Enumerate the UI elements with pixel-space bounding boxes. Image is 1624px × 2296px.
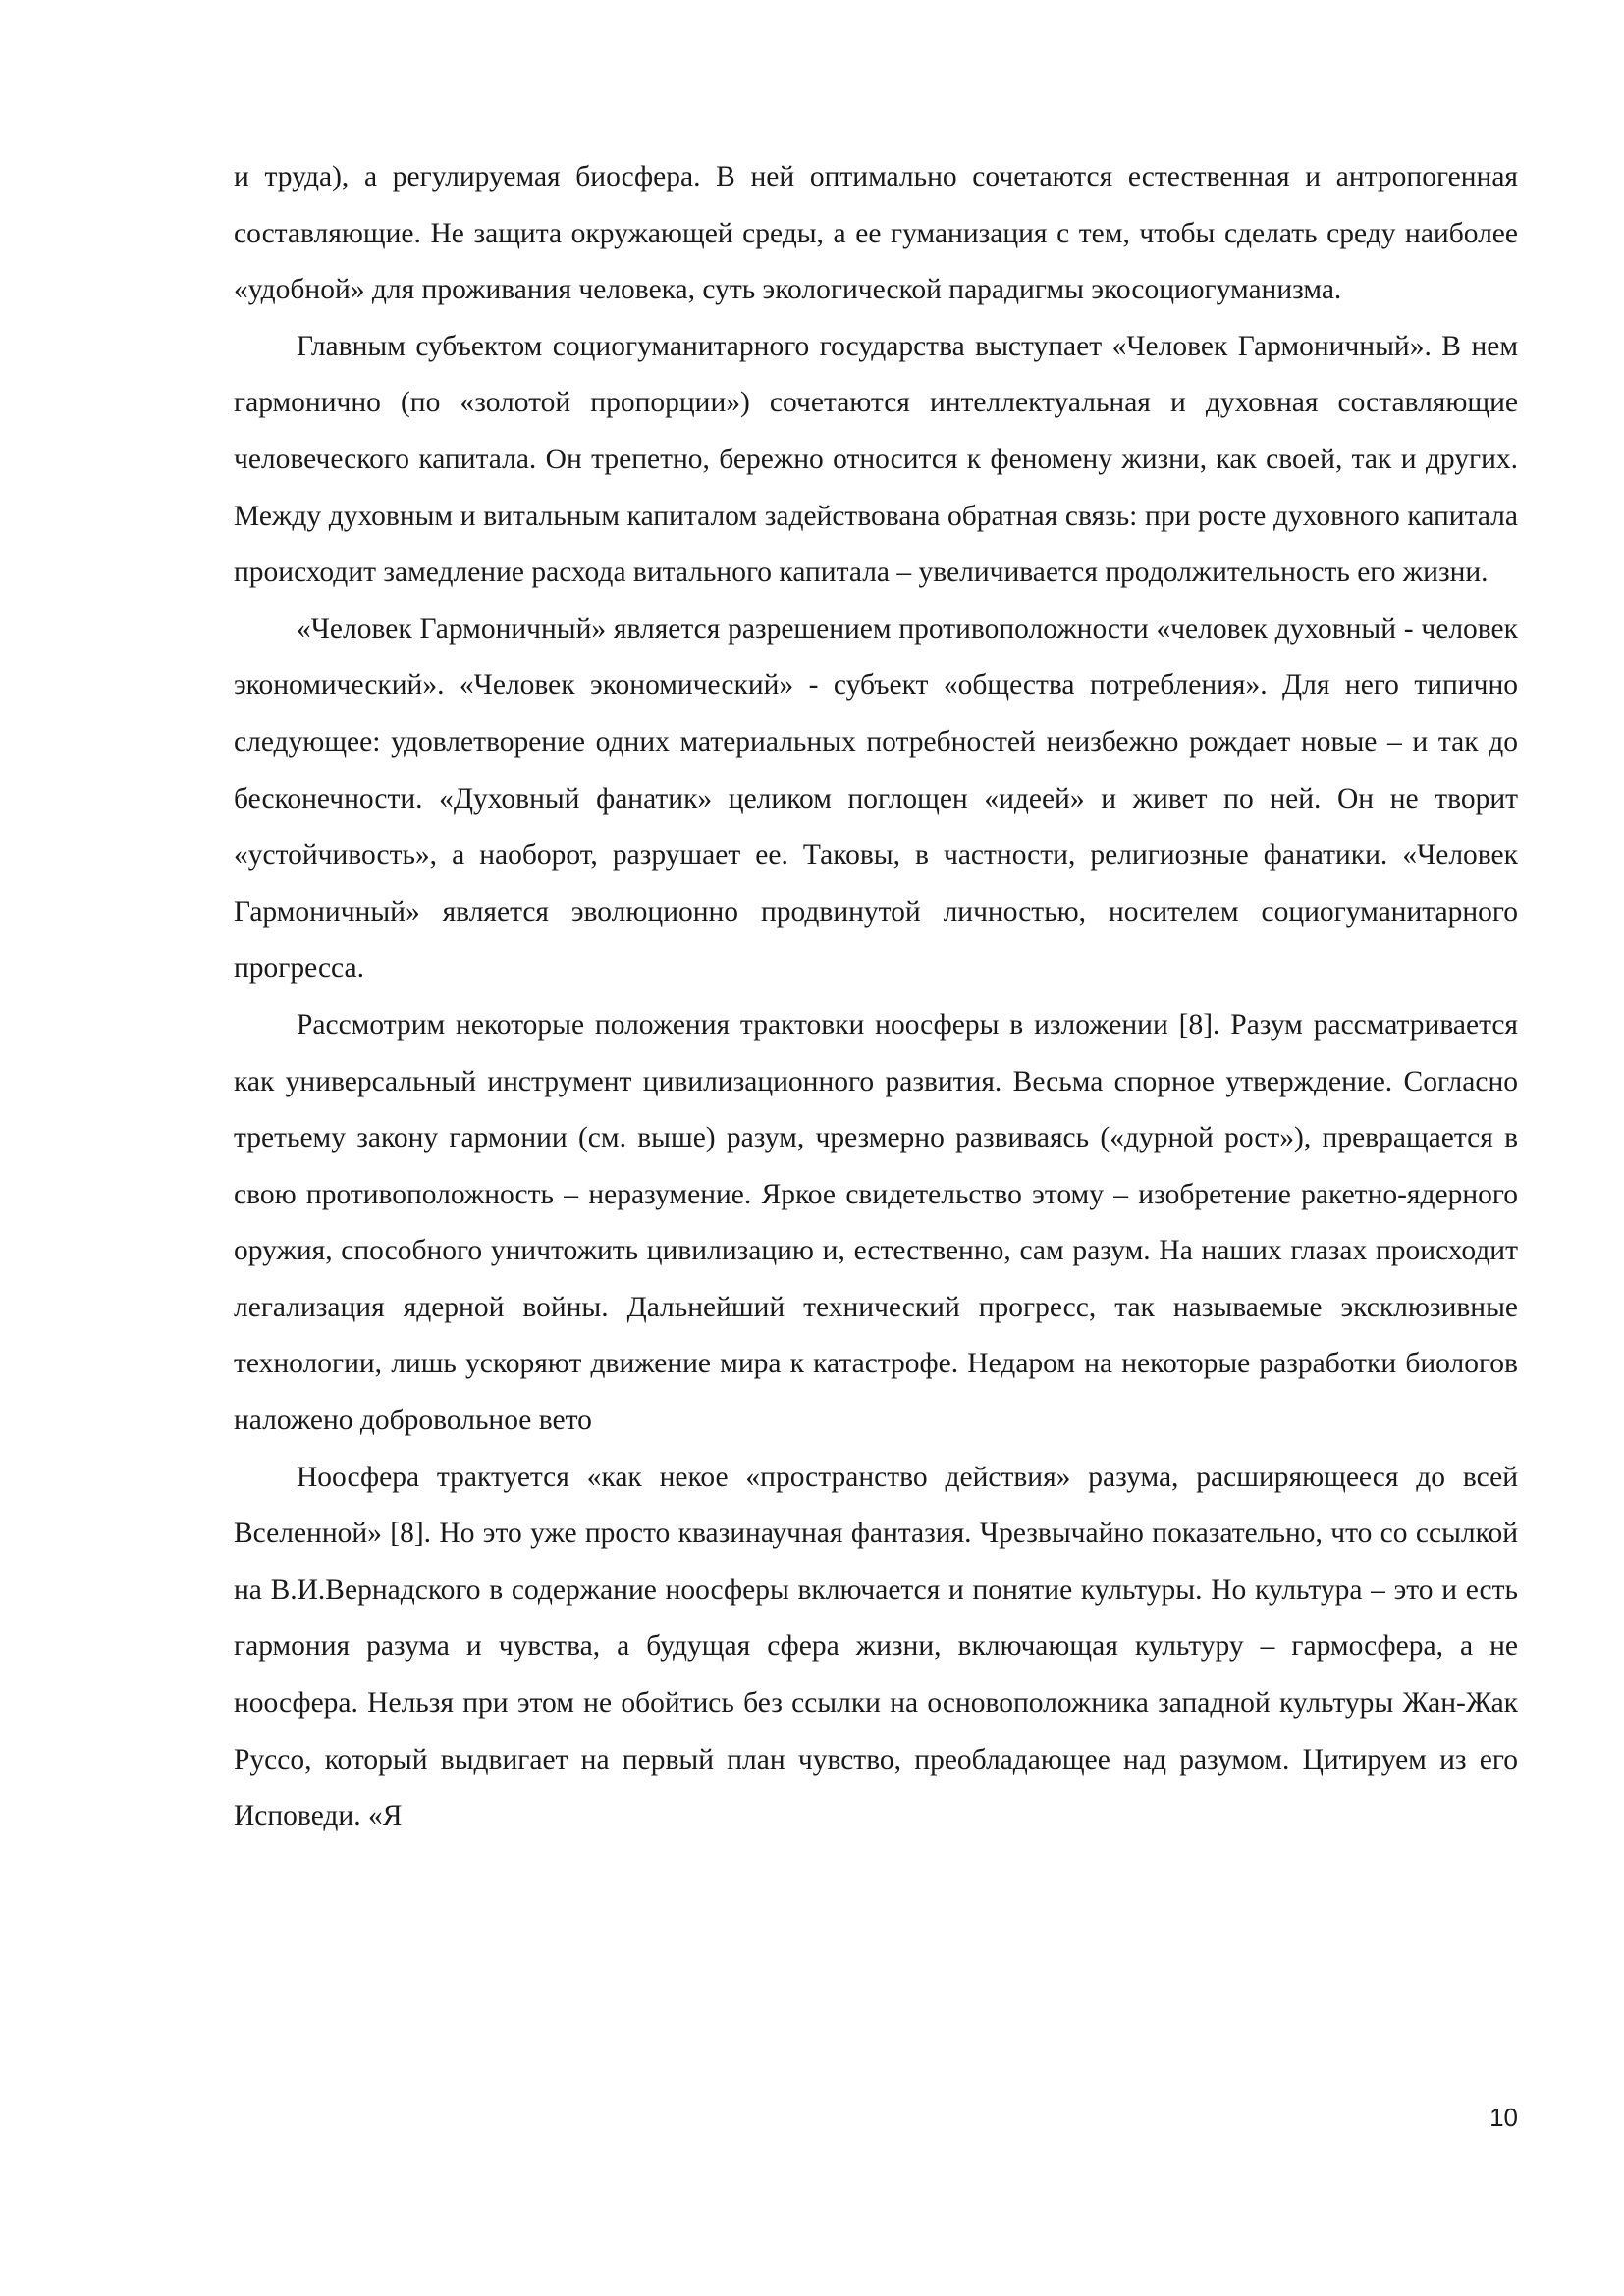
body-text: [234, 149, 1518, 1845]
paragraph: и труда), а регулируемая биосфера. В ней оптимально сочетаются естественная и антропогенная составляющие. Не защита окружающей среды, а ее гуманизация с тем, чтобы сделать среду наиболее «удобной» для проживания человека, суть экологической парадигмы экосоциогуманизма.: [234, 161, 1518, 306]
paragraph: Ноосфера трактуется «как некое «пространство действия» разума, расширяющееся до всей Вселенной» [8]. Но это уже просто квазинаучная фантазия. Чрезвычайно показательно, что со ссылкой на В.И.Вернадского в содержание ноосферы включается и понятие культуры. Но культура – это и есть гармония разума и чувства, а будущая сфера жизни, включающая культуру – гармосфера, а не ноосфера. Нельзя при этом не обойтись без ссылки на основоположника западной культуры Жан-Жак Руссо, который выдвигает на первый план чувство, преобладающее над разумом. Цитируем из его Исповеди. «Я: [234, 1461, 1518, 1833]
page-number: 10: [1489, 2103, 1518, 2132]
paragraph: Главным субъектом социогуманитарного государства выступает «Человек Гармоничный». В нем гармонично (по «золотой пропорции») сочетаются интеллектуальная и духовная составляющие человеческого капитала. Он трепетно, бережно относится к феномену жизни, как своей, так и других. Между духовным и витальным капиталом задействована обратная связь: при росте духовного капитала происходит замедление расхода витального капитала – увеличивается продолжительность его жизни.: [234, 330, 1518, 589]
paragraph: Рассмотрим некоторые положения трактовки ноосферы в изложении [8]. Разум рассматривается как универсальный инструмент цивилизационного развития. Весьма спорное утверждение. Согласно третьему закону гармонии (см. выше) разум, чрезмерно развиваясь («дурной рост»), превращается в свою противоположность – неразумение. Яркое свидетельство этому – изобретение ракетно-ядерного оружия, способного уничтожить цивилизацию и, естественно, сам разум. На наших глазах происходит легализация ядерной войны. Дальнейший технический прогресс, так называемые эксклюзивные технологии, лишь ускоряют движение мира к катастрофе. Недаром на некоторые разработки биологов наложено добровольное вето: [234, 1008, 1518, 1437]
paragraph: «Человек Гармоничный» является разрешением противоположности «человек духовный - человек экономический». «Человек экономический» - субъект «общества потребления». Для него типично следующее: удовлетворение одних материальных потребностей неизбежно рождает новые – и так до бесконечности. «Духовный фанатик» целиком поглощен «идеей» и живет по ней. Он не творит «устойчивость», а наоборот, разрушает ее. Таковы, в частности, религиозные фанатики. «Человек Гармоничный» является эволюционно продвинутой личностью, носителем социогуманитарного прогресса.: [234, 613, 1518, 985]
